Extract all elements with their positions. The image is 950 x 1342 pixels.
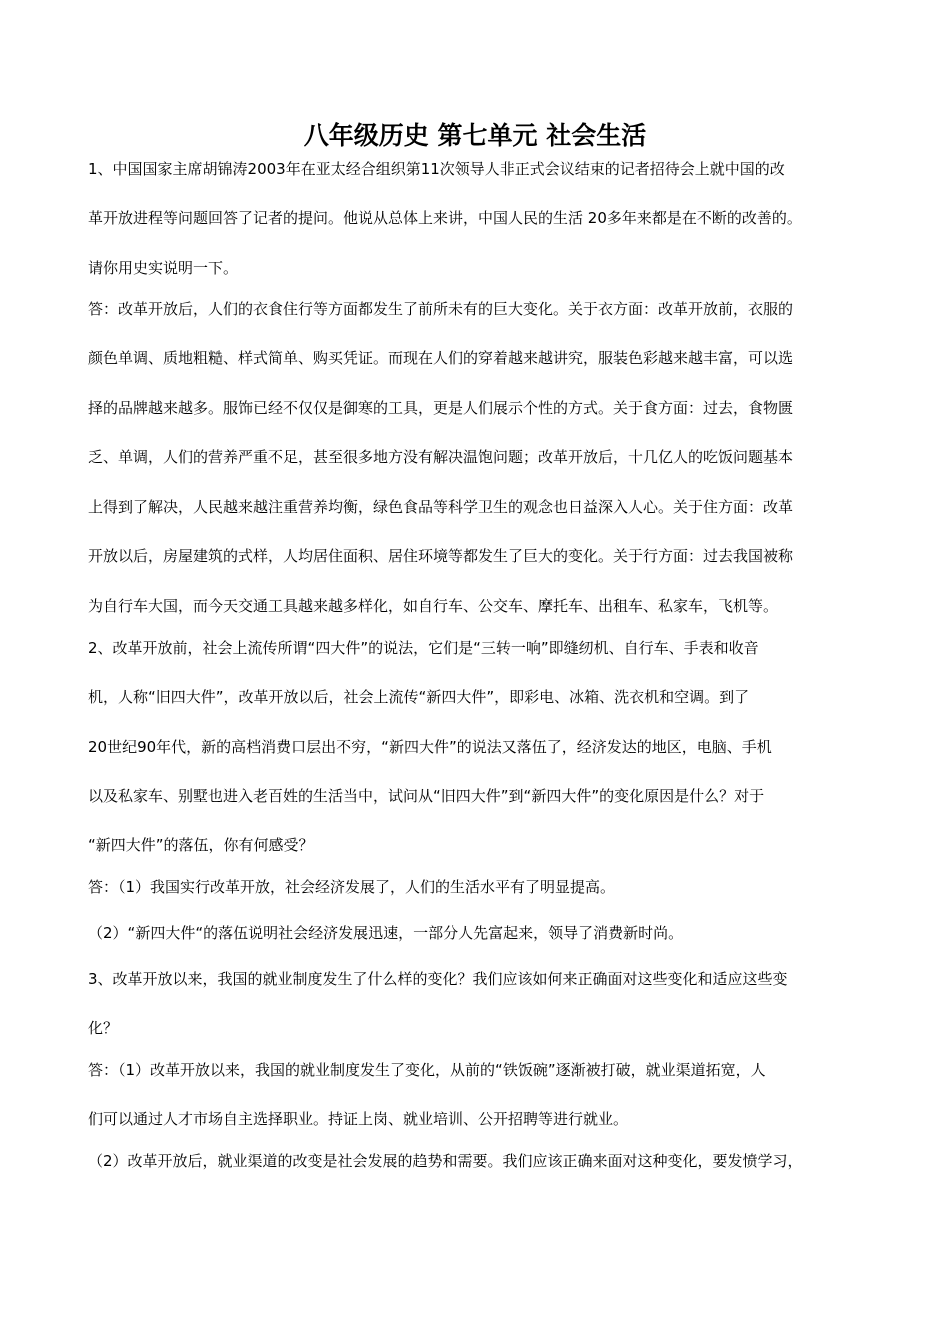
- text-line: 革开放进程等问题回答了记者的提问。他说从总体上来讲，中国人民的生活 20多年来都是在不断的改善的。: [88, 209, 802, 227]
- text-line: 1、中国国家主席胡锦涛2003年在亚太经合组织第11次领导人非正式会议结束的记者招待会上就中国的改: [88, 160, 785, 178]
- text-line: 2、改革开放前，社会上流传所谓“四大件”的说法，它们是“三转一响”即缝纫机、自行车、手表和收音: [88, 639, 759, 657]
- text-line: “新四大件”的落伍，你有何感受？: [88, 836, 314, 854]
- text-line: 开放以后，房屋建筑的式样，人均居住面积、居住环境等都发生了巨大的变化。关于行方面：过去我国被称: [88, 547, 794, 565]
- text-line: （2）改革开放后，就业渠道的改变是社会发展的趋势和需要。我们应该正确来面对这种变化，要发愤学习，: [88, 1152, 803, 1170]
- text-line: 答：改革开放后，人们的衣食住行等方面都发生了前所未有的巨大变化。关于衣方面：改革开放前，衣服的: [88, 300, 794, 318]
- text-line: 机，人称“旧四大件”，改革开放以后，社会上流传“新四大件”，即彩电、冰箱、洗衣机和空调。到了: [88, 688, 750, 706]
- text-line: 颜色单调、质地粗糙、样式简单、购买凭证。而现在人们的穿着越来越讲究，服装色彩越来越丰富，可以选: [88, 349, 794, 367]
- text-line: 乏、单调，人们的营养严重不足，甚至很多地方没有解决温饱问题；改革开放后，十几亿人的吃饭问题基本: [88, 448, 794, 466]
- text-line: 20世纪90年代，新的高档消费口层出不穷，“新四大件”的说法又落伍了，经济发达的地区，电脑、手机: [88, 738, 772, 756]
- text-line: 请你用史实说明一下。: [88, 259, 239, 277]
- text-line: 答：（1）我国实行改革开放，社会经济发展了，人们的生活水平有了明显提高。: [88, 878, 616, 896]
- text-line: 答：（1）改革开放以来，我国的就业制度发生了变化，从前的“铁饭碗”逐渐被打破，就业渠道拓宽，人: [88, 1061, 766, 1079]
- text-line: 3、改革开放以来，我国的就业制度发生了什么样的变化？我们应该如何来正确面对这些变化和适应这些变: [88, 970, 788, 988]
- text-line: 上得到了解决，人民越来越注重营养均衡，绿色食品等科学卫生的观念也日益深入人心。关于住方面：改革: [88, 498, 794, 516]
- text-line: 以及私家车、别墅也进入老百姓的生活当中，试问从“旧四大件”到“新四大件”的变化原因是什么？对于: [88, 787, 765, 805]
- text-line: 为自行车大国，而今天交通工具越来越多样化，如自行车、公交车、摩托车、出租车、私家车，飞机等。: [88, 597, 779, 615]
- text-line: 择的品牌越来越多。服饰已经不仅仅是御寒的工具，更是人们展示个性的方式。关于食方面：过去，食物匮: [88, 399, 794, 417]
- text-line: （2）“新四大件“的落伍说明社会经济发展迅速，一部分人先富起来，领导了消费新时尚。: [88, 924, 684, 942]
- text-line: 们可以通过人才市场自主选择职业。持证上岗、就业培训、公开招聘等进行就业。: [88, 1110, 629, 1128]
- text-line: 化？: [88, 1019, 119, 1037]
- document-title: 八年级历史 第七单元 社会生活: [303, 121, 647, 150]
